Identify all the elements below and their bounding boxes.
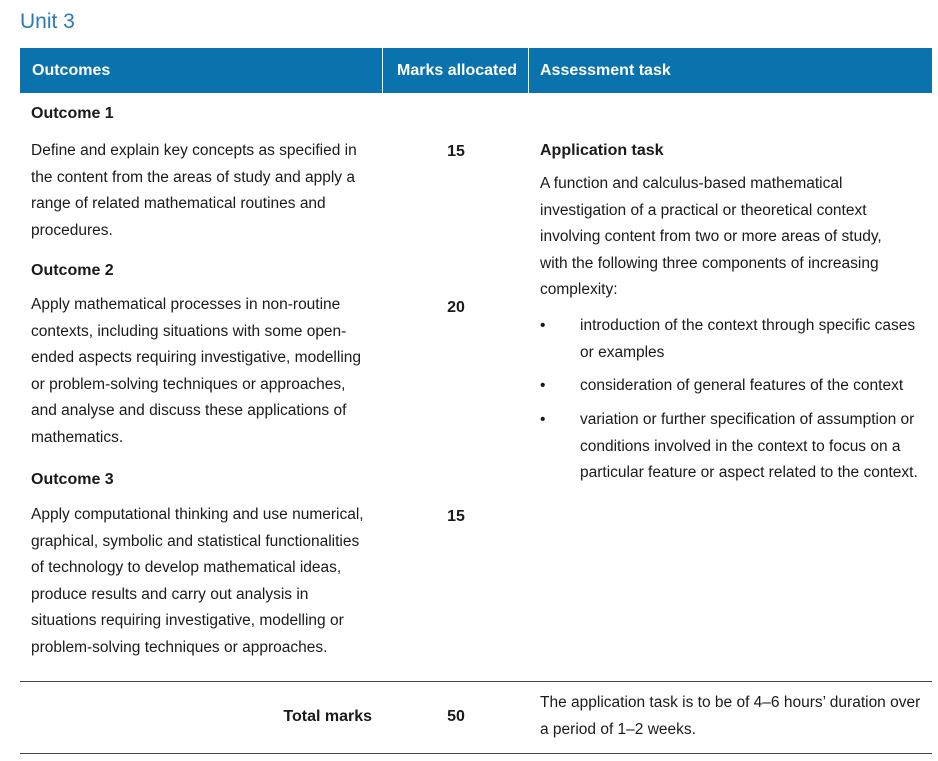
text-line: The application task is to be of 4–6 hours’ duration over	[540, 694, 921, 711]
outcome-1-marks: 15	[447, 143, 465, 160]
text-line: with the following three components of increasing	[540, 254, 879, 272]
text-line: the content from the areas of study and apply a	[31, 168, 355, 186]
header-marks-allocated: Marks allocated	[397, 62, 518, 79]
text-line: Apply computational thinking and use numerical,	[31, 506, 364, 523]
text-line: of technology to develop mathematical ideas,	[31, 559, 342, 576]
table-bottom-rule	[20, 753, 932, 754]
header-assessment-task: Assessment task	[540, 62, 671, 79]
outcome-3-title: Outcome 3	[31, 471, 114, 488]
bullet-icon: •	[540, 317, 546, 334]
text-line: Define and explain key concepts as specified in	[31, 142, 357, 159]
table-header	[20, 48, 932, 93]
bullet-text	[580, 407, 918, 487]
bullet-icon: •	[540, 377, 546, 394]
text-line: or problem-solving techniques or approaches,	[31, 375, 346, 393]
text-line: procedures.	[31, 221, 113, 239]
text-line: a period of 1–2 weeks.	[540, 720, 696, 738]
outcome-1-title: Outcome 1	[31, 105, 114, 122]
bullet-text	[580, 313, 915, 366]
text-line: introduction of the context through specific cases	[580, 317, 916, 334]
bullet-icon: •	[540, 411, 546, 428]
text-line: or examples	[580, 343, 665, 361]
text-line: range of related mathematical routines and	[31, 195, 326, 212]
outcome-2-description	[31, 292, 361, 451]
task-title: Application task	[540, 142, 664, 159]
text-line: and analyse and discuss these applications of	[31, 402, 347, 419]
duration-note	[540, 690, 920, 743]
total-marks-label: Total marks	[283, 708, 372, 725]
table-divider	[20, 681, 932, 682]
text-line: consideration of general features of the context	[580, 377, 904, 394]
text-line: variation or further specification of assumption or	[580, 411, 915, 428]
text-line: mathematics.	[31, 428, 124, 446]
header-outcomes: Outcomes	[32, 62, 111, 79]
text-line: graphical, symbolic and statistical functionalities	[31, 532, 360, 550]
text-line: investigation of a practical or theoretical context	[540, 201, 867, 219]
text-line: problem-solving techniques or approaches.	[31, 638, 328, 656]
bullet-text	[580, 373, 903, 400]
text-line: involving content from two or more areas of study,	[540, 228, 882, 245]
header-divider	[382, 48, 383, 93]
text-line: produce results and carry out analysis in	[31, 585, 309, 603]
text-line: A function and calculus-based mathematical	[540, 175, 843, 192]
total-marks-value: 50	[447, 708, 465, 725]
task-description	[540, 171, 882, 304]
outcome-3-marks: 15	[447, 508, 465, 525]
header-divider	[528, 48, 529, 93]
text-line: contexts, including situations with some open-	[31, 322, 347, 340]
text-line: situations requiring investigative, modelling or	[31, 612, 344, 629]
outcome-2-marks: 20	[447, 299, 465, 316]
text-line: ended aspects requiring investigative, modelling	[31, 349, 362, 366]
page-title: Unit 3	[20, 10, 75, 33]
text-line: complexity:	[540, 281, 618, 298]
text-line: particular feature or aspect related to the context.	[580, 464, 918, 481]
outcome-1-description	[31, 138, 357, 244]
text-line: Apply mathematical processes in non-routine	[31, 296, 341, 313]
outcome-3-description	[31, 502, 364, 661]
text-line: conditions involved in the context to focus on a	[580, 437, 901, 455]
outcome-2-title: Outcome 2	[31, 262, 114, 279]
